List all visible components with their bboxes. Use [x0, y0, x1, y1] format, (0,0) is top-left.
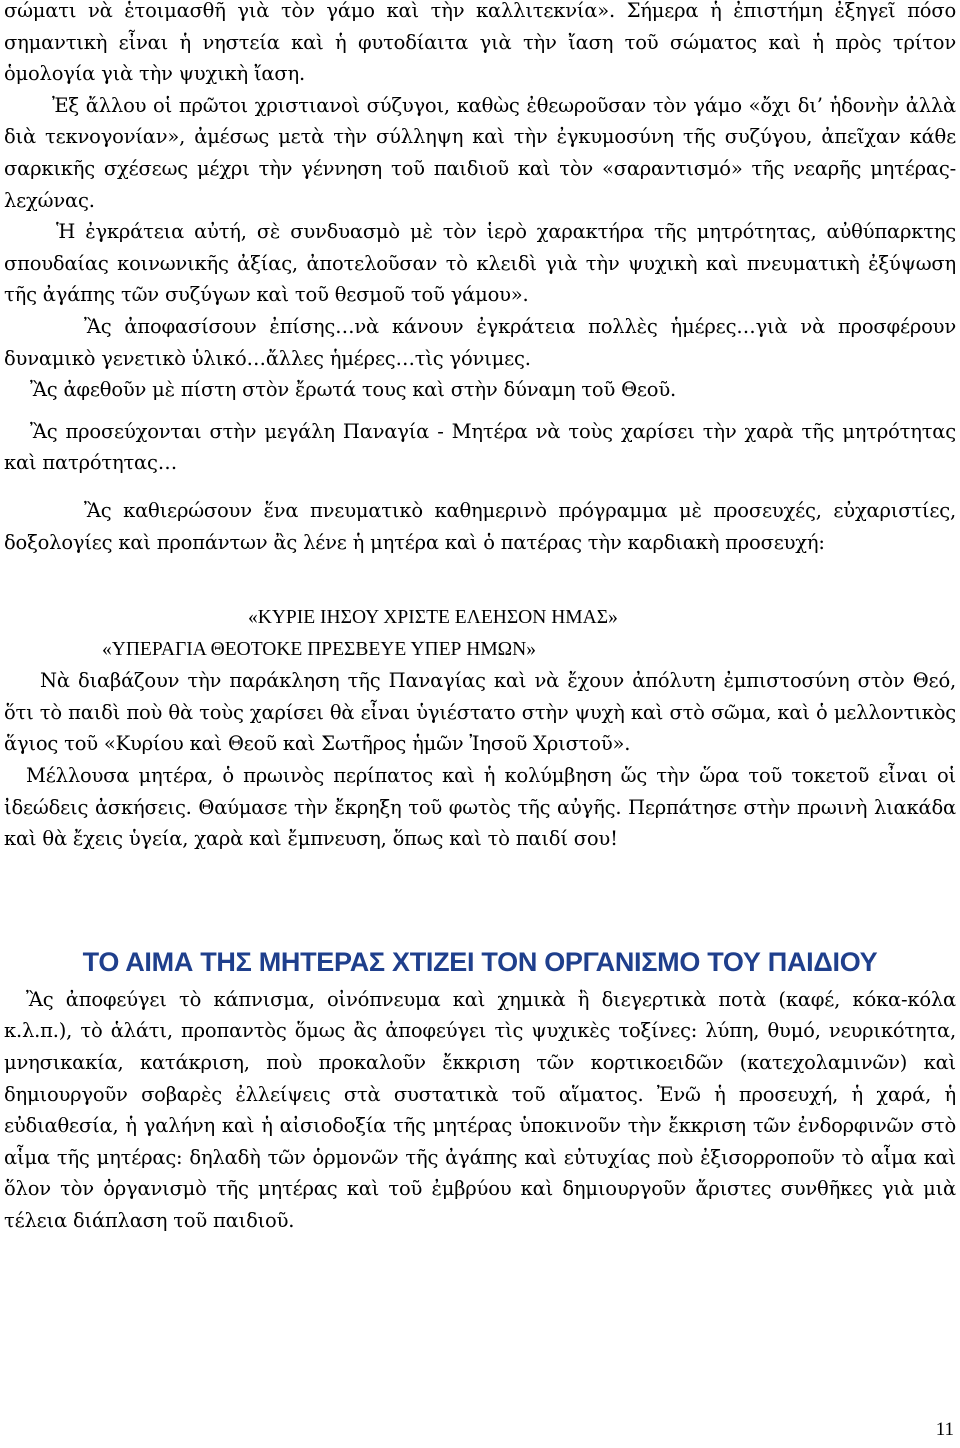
paragraph-trust-god: Ἂς ἀφεθοῦν μὲ πίστη στὸν ἔρωτά τους καὶ στὴν δύναμη τοῦ Θεοῦ. — [30, 378, 676, 402]
prayer-jesus: «ΚΥΡΙΕ ΙΗΣΟΥ ΧΡΙΣΤΕ ΕΛΕΗΣΟΝ ΗΜΑΣ» — [248, 607, 618, 629]
prayer-theotokos: «ΥΠΕΡΑΓΙΑ ΘΕΟΤΟΚΕ ΠΡΕΣΒΕΥΕ ΥΠΕΡ ΗΜΩΝ» — [102, 638, 537, 660]
paragraph-early-christian-couples: Ἐξ ἄλλου οἱ πρῶτοι χριστιανοὶ σύζυγοι, καθὼς ἐθεωροῦσαν τὸν γάμο «ὄχι δι’ ἡδονὴν ἀλλὰ διὰ τεκνογονίαν», ἀμέσως μετὰ τὴν σύλληψη καὶ τὴν ἐγκυμοσύνη τῆς συζύγου, ἀπεῖχαν κάθε σαρκικῆς σχέσεως μέχρι τὴν γέννηση τοῦ παιδιοῦ καὶ τὸν «σαραντισμό» τῆς νεαρῆς μητέρας- λεχώνας. — [4, 93, 956, 212]
paragraph-spiritual-program: Ἂς καθιερώσουν ἕνα πνευματικὸ καθημερινὸ πρόγραμμα μὲ προσευχές, εὐχαριστίες, δοξολογίες καὶ προπάντων ἂς λένε ἡ μητέρα καὶ ὁ πατέρας τὴν καρδιακὴ προσευχή: — [4, 498, 956, 554]
paragraph-abstinence-key: Ἡ ἐγκράτεια αὐτή, σὲ συνδυασμὸ μὲ τὸν ἱερὸ χαρακτήρα τῆς μητρότητας, αὐθύπαρκτης σπουδαίας κοινωνικῆς ἀξίας, ἀποτελοῦσαν τὸ κλειδὶ γιὰ τὴν ψυχικὴ καὶ πνευματικὴ ἐξύψωση τῆς ἀγάπης τῶν συζύγων καὶ τοῦ θεσμοῦ τοῦ γάμου». — [4, 220, 956, 307]
paragraph-fasting-healing: σώματι νὰ ἑτοιμασθῆ γιὰ τὸν γάμο καὶ τὴν καλλιτεκνία». Σήμερα ἡ ἐπιστήμη ἐξηγεῖ πόσο σημαντικὴ εἶναι ἡ νηστεία καὶ ἡ φυτοδίαιτα γιὰ τὴν ἴαση τοῦ σώματος καὶ ἡ πρὸς τρίτον ὁμολογία γιὰ τὴν ψυχικὴ ἴαση. — [4, 0, 956, 86]
page-number: 11 — [935, 1419, 954, 1440]
paragraph-pray-panagia: Ἂς προσεύχονται στὴν μεγάλη Παναγία - Μητέρα νὰ τοὺς χαρίσει τὴν χαρὰ τῆς μητρότητας καὶ πατρότητας… — [4, 419, 956, 475]
section-heading: ΤΟ ΑΙΜΑ ΤΗΣ ΜΗΤΕΡΑΣ ΧΤΙΖΕΙ ΤΟΝ ΟΡΓΑΝΙΣΜΟ ΤΟΥ ΠΑΙΔΙΟΥ — [82, 946, 878, 977]
paragraph-decide-abstinence: Ἂς ἀποφασίσουν ἐπίσης…νὰ κάνουν ἐγκράτεια πολλὲς ἡμέρες…γιὰ νὰ προσφέρουν δυναμικὸ γενετικὸ ὑλικό…ἄλλες ἡμέρες…τὶς γόνιμες. — [4, 314, 956, 370]
paragraph-avoid-toxins: Ἂς ἀποφεύγει τὸ κάπνισμα, οἰνόπνευμα καὶ χημικὰ ἢ διεγερτικὰ ποτὰ (καφέ, κόκα-κόλα κ.λ.π.), τὸ ἁλάτι, προπαντὸς ὅμως ἂς ἀποφεύγει τὶς ψυχικὲς τοξίνες: λύπη, θυμό, νευρικότητα, μνησικακία, κατάκριση, ποὺ προκαλοῦν ἔκκριση τῶν κορτικοειδῶν (κατεχολαμινῶν) καὶ δημιουργοῦν σοβαρὲς ἐλλείψεις στὰ συστατικὰ τοῦ αἵματος. Ἐνῶ ἡ προσευχή, ἡ χαρά, ἡ εὐδιαθεσία, ἡ γαλήνη καὶ ἡ αἰσιοδοξία τῆς μητέρας ὑποκινοῦν τὴν ἔκκριση τῶν ἐνδορφινῶν στὸ αἷμα τῆς μητέρας: δηλαδὴ τῶν ὁρμονῶν τῆς ἀγάπης καὶ εὐτυχίας ποὺ ἐξισορροποῦν τὸ αἷμα καὶ ὅλον τὸν ὀργανισμὸ τῆς μητέρας καὶ τοῦ ἐμβρύου καὶ δημιουργοῦν ἄριστες συνθῆκες γιὰ μιὰ τέλεια διάπλαση τοῦ παιδιοῦ. — [4, 987, 956, 1232]
paragraph-expectant-mother: Μέλλουσα μητέρα, ὁ πρωινὸς περίπατος καὶ ἡ κολύμβηση ὥς τὴν ὥρα τοῦ τοκετοῦ εἶναι οἱ ἰδεώδεις ἀσκήσεις. Θαύμασε τὴν ἔκρηξη τοῦ φωτὸς τῆς αὐγῆς. Περπάτησε στὴν πρωινὴ λιακάδα καὶ θὰ ἔχεις ὑγεία, χαρὰ καὶ ἔμπνευση, ὅπως καὶ τὸ παιδί σου! — [4, 764, 956, 851]
paragraph-paraklisi: Νὰ διαβάζουν τὴν παράκληση τῆς Παναγίας καὶ νὰ ἔχουν ἀπόλυτη ἐμπιστοσύνη στὸν Θεό, ὅτι τὸ παιδὶ ποὺ θὰ τοὺς χαρίσει θὰ εἶναι ὑγιέστατο στὴν ψυχὴ καὶ στὸ σῶμα, καὶ ὁ μελλοντικὸς ἅγιος τοῦ «Κυρίου καὶ Θεοῦ καὶ Σωτῆρος ἡμῶν Ἰησοῦ Χριστοῦ». — [4, 669, 956, 756]
